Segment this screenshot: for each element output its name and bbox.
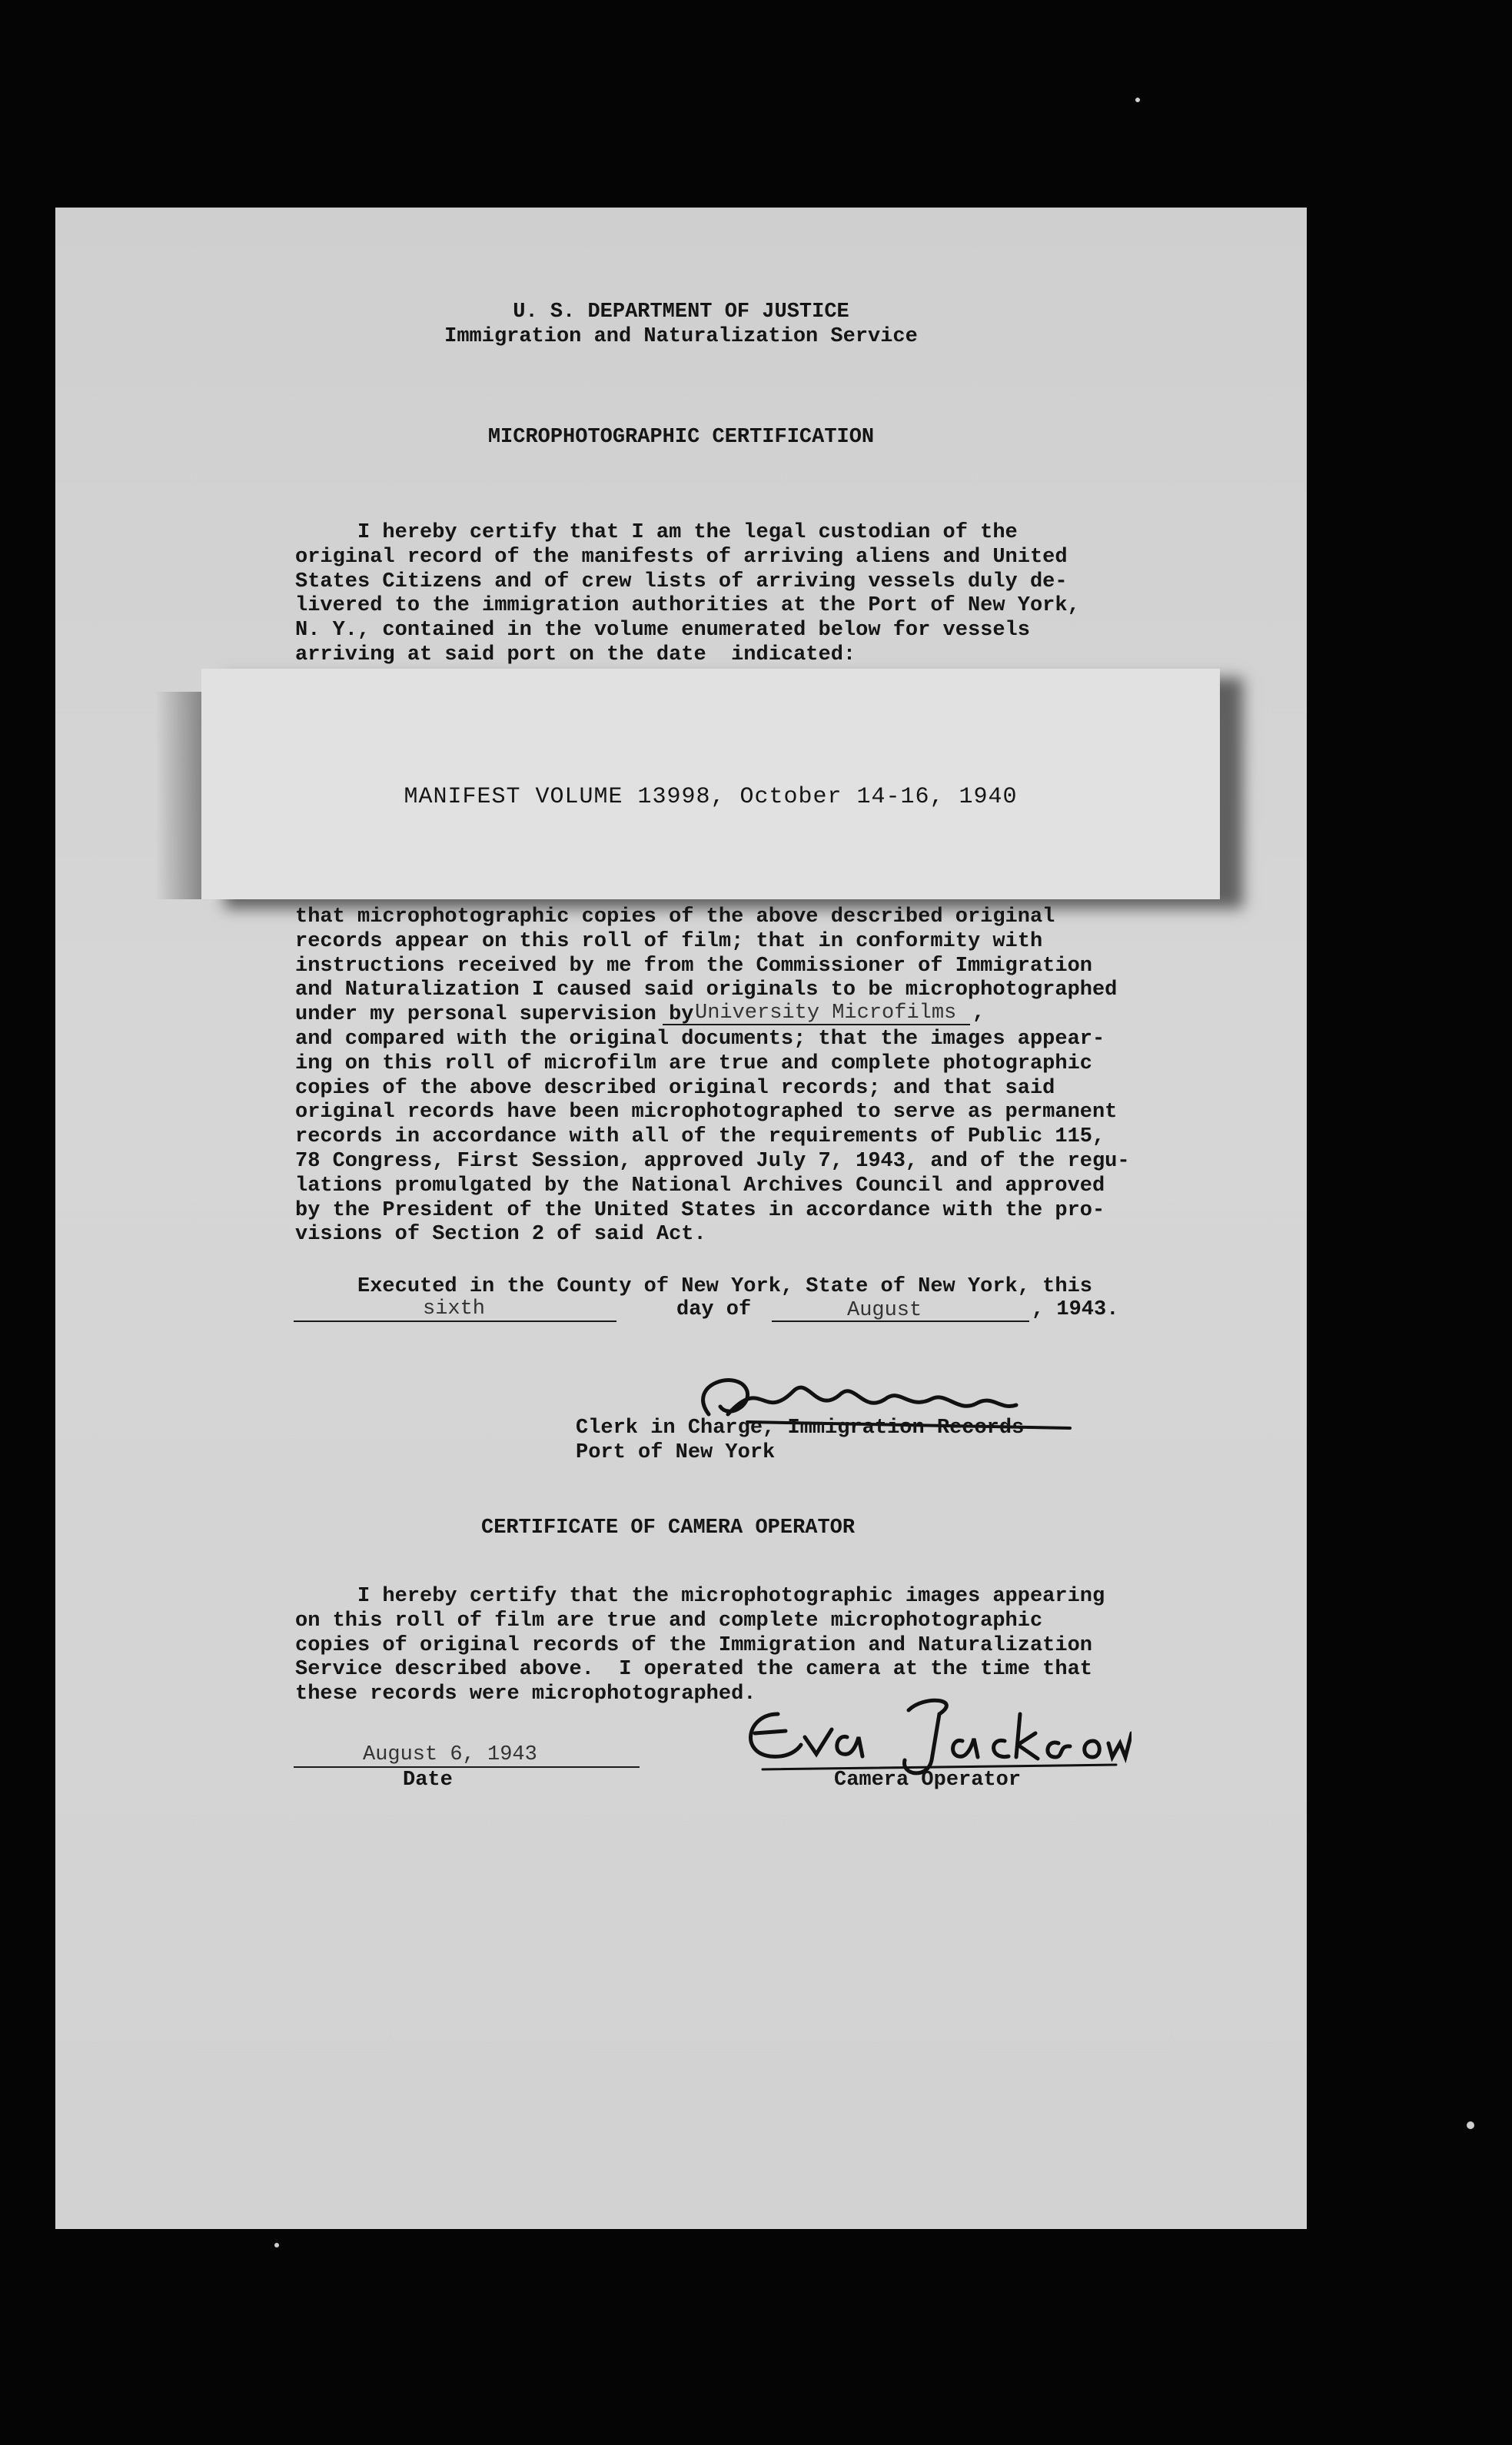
day-value: sixth (423, 1297, 486, 1320)
manifest-strip (201, 669, 1220, 899)
executed-line: Executed in the County of New York, State of New York, this (295, 1275, 1092, 1298)
service-heading: Immigration and Naturalization Service (444, 325, 918, 348)
clerk-location: Port of New York (576, 1441, 776, 1464)
clerk-title: Clerk in Charge, Immigration Records (576, 1417, 1025, 1440)
certificate-page (55, 208, 1307, 2229)
year-text: , 1943. (1032, 1298, 1119, 1321)
department-heading: U. S. DEPARTMENT OF JUSTICE (513, 301, 849, 324)
supervision-underline (663, 1024, 970, 1025)
operator-date-value: August 6, 1943 (363, 1743, 537, 1766)
body-paragraph: that microphotographic copies of the above described original records appear on this roll of film; that in conformity with instructions received by me from the Commissioner of Immigration and Naturalization I caused said originals to be microphotographed under my personal supervision by and compared with the original documents; that the images appear- ing on this roll of microfilm are true and complete photographic copies of the above described original records; and that said original records have been microphotographed to serve as permanent records in accordance with all of the requirements of Public 115, 78 Congress, First Session, approved July 7, 1943, and of the regu- lations promulgated by the National Archives Council and approved by the President of the United States in accordance with the pro- visions of Section 2 of said Act. (295, 905, 1171, 1247)
day-underline (294, 1320, 616, 1322)
supervision-value: University Microfilms (695, 1002, 957, 1025)
supervision-comma: , (972, 1002, 985, 1025)
film-speck (1467, 2121, 1474, 2129)
operator-label: Camera Operator (834, 1769, 1022, 1792)
film-speck (1135, 98, 1140, 102)
month-value: August (847, 1299, 922, 1322)
operator-section-title: CERTIFICATE OF CAMERA OPERATOR (481, 1516, 856, 1540)
operator-paragraph: I hereby certify that the microphotographic images appearing on this roll of film are true and complete microphotographic copies of original records of the Immigration and Naturalization Service described above. I operated the camera at the time that these records were microphotographed. (295, 1585, 1105, 1706)
date-label: Date (403, 1769, 453, 1792)
certificate-title: MICROPHOTOGRAPHIC CERTIFICATION (487, 426, 875, 449)
supervision-line: under my personal supervision by (295, 1003, 694, 1027)
date-underline (294, 1766, 640, 1768)
film-speck (274, 2243, 279, 2247)
manifest-volume: MANIFEST VOLUME 13998, October 14-16, 1940 (404, 784, 1018, 810)
day-of-label: day of (676, 1298, 752, 1321)
intro-paragraph: I hereby certify that I am the legal custodian of the original record of the manifests of arriving aliens and United States Citizens and of crew lists of arriving vessels duly de- livered to the immigration authorities at the Port of New York, N. Y., contained in the volume enumerated below for vessels arriving at said port on the date indicated: (295, 521, 1080, 666)
